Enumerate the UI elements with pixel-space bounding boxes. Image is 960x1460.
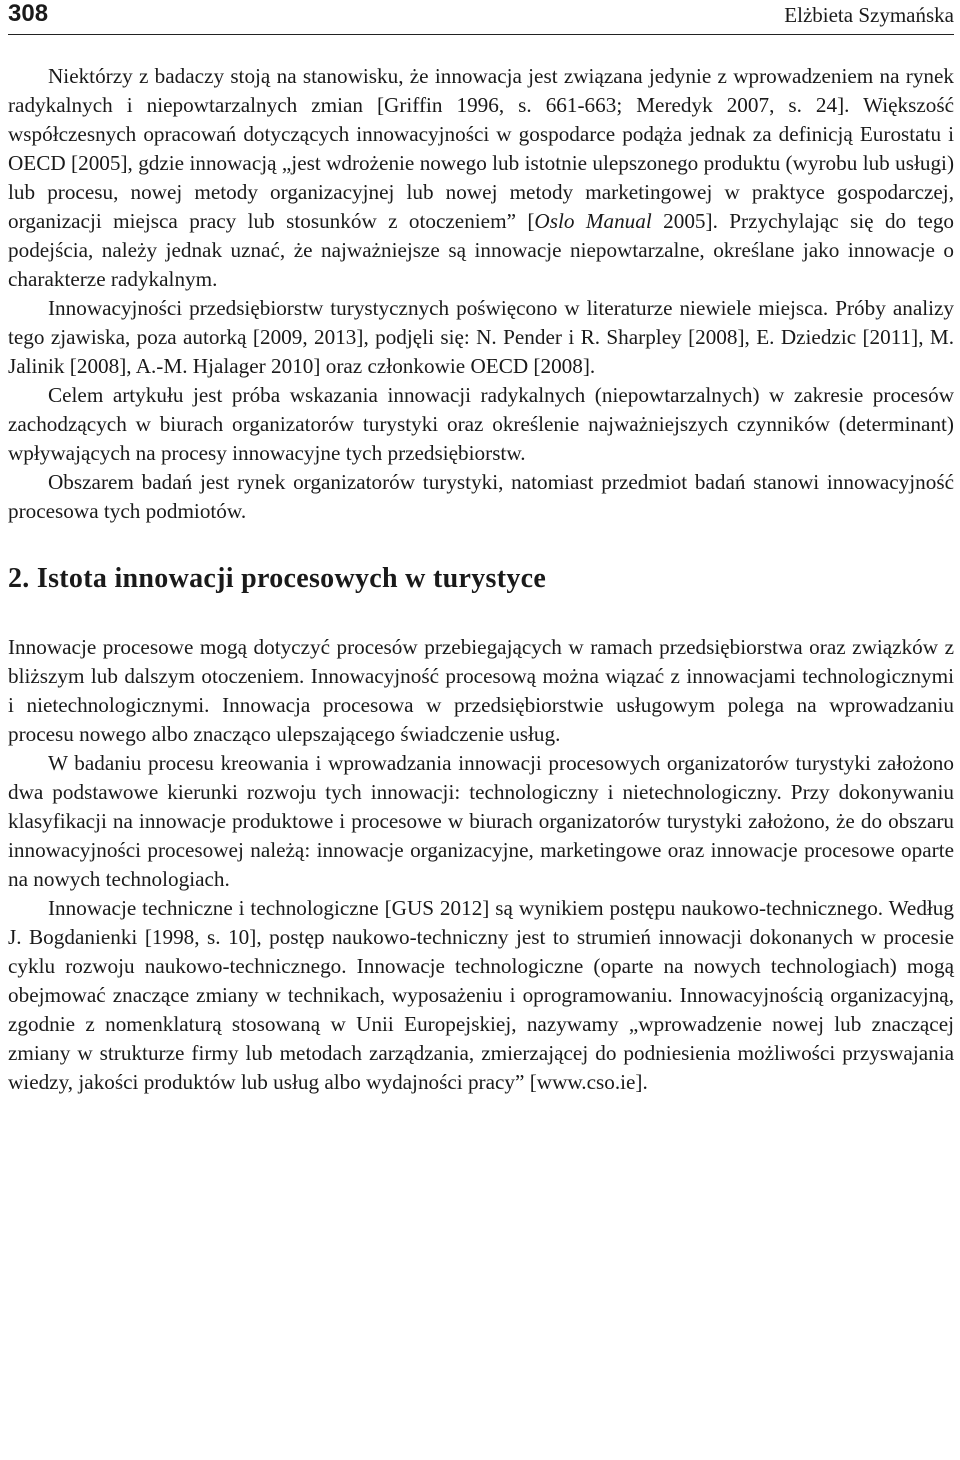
page-number: 308 bbox=[8, 0, 49, 27]
running-head-author: Elżbieta Szymańska bbox=[784, 3, 954, 27]
section-heading: 2. Istota innowacji procesowych w turystyce bbox=[8, 563, 547, 594]
italic-citation: Oslo Manual bbox=[534, 209, 652, 233]
paragraph: Innowacyjności przedsiębiorstw turystycznych poświęcono w literaturze niewiele miejsca. Próby analizy tego zjawiska, poza autorką [2009, 2013], podjęli się: N. Pender i R. Sharpley [2008], E. Dziedzic [2011], M. Jalinik [2008], A.-M. Hjalager 2010] oraz członkowie OECD [2008]. bbox=[8, 296, 954, 378]
paragraph-text: 2005]. Przychylając się do tego podejścia, należy jednak uznać, że najważniejsze są innowacje niepowtarzalne, określane jako innowacje o charakterze radykalnym. bbox=[8, 209, 955, 291]
paragraph: Innowacje techniczne i technologiczne [GUS 2012] są wynikiem postępu naukowo-technicznego. Według J. Bogdanienki [1998, s. 10], postęp naukowo-techniczny jest to strumień innowacji dokonanych w procesie cyklu rozwoju naukowo-technicznego. Innowacje technologiczne (oparte na nowych technologiach) mogą obejmować znaczące zmiany w technikach, wyposażeniu i oprogramowaniu. Innowacyjnością organizacyjną, zgodnie z nomenklaturą stosowaną w Unii Europejskiej, nazywamy „wprowadzenie nowej lub znaczącej zmiany w strukturze firmy lub metodach zarządzania, zmierzającej do podniesienia możliwości przyswajania wiedzy, jakości produktów lub usług albo wydajności pracy” [www.cso.ie]. bbox=[8, 896, 954, 1094]
paragraph-text: Niektórzy z badaczy stoją na stanowisku, że innowacja jest związana jedynie z wprowadzeniem na rynek radykalnych i niepowtarzalnych zmian [Griffin 1996, s. 661-663; Meredyk 2007, s. 24]. Większość współczesnych opracowań dotyczących innowacyjności w gospodarce podąża jednak za definicją Eurostatu i OECD [2005], gdzie innowacją „jest wdrożenie nowego lub istotnie ulepszonego produktu (wyrobu lub usługi) lub procesu, nowej metody organizacyjnej lub nowej metody marketingowej w praktyce gospodarczej, organizacji miejsca pracy lub stosunków z otoczeniem” [ bbox=[8, 64, 954, 233]
paragraph: Innowacje procesowe mogą dotyczyć procesów przebiegających w ramach przedsiębiorstwa oraz związków z bliższym lub dalszym otoczeniem. Innowacyjność procesową można wiązać z innowacjami technologicznymi i nietechnologicznymi. Innowacja procesowa w przedsiębiorstwie usługowym polega na wprowadzaniu procesu nowego albo znacząco ulepszającego świadczenie usług. bbox=[8, 635, 954, 746]
paragraph: W badaniu procesu kreowania i wprowadzania innowacji procesowych organizatorów turystyki założono dwa podstawowe kierunki rozwoju tych innowacji: technologiczny i nietechnologiczny. Przy dokonywaniu klasyfikacji na innowacje produktowe i procesowe w biurach organizatorów turystyki założono, że do obszaru innowacyjności procesowej należą: innowacje organizacyjne, marketingowe oraz innowacje procesowe oparte na nowych technologiach. bbox=[8, 751, 954, 891]
paragraph: Celem artykułu jest próba wskazania innowacji radykalnych (niepowtarzalnych) w zakresie procesów zachodzących w biurach organizatorów turystyki oraz określenie najważniejszych czynników (determinant) wpływających na procesy innowacyjne tych przedsiębiorstw. bbox=[8, 383, 954, 465]
paragraph bbox=[8, 62, 954, 294]
running-header bbox=[8, 0, 954, 35]
document-page bbox=[8, 0, 954, 1460]
body-text bbox=[8, 62, 954, 1097]
paragraph: Obszarem badań jest rynek organizatorów turystyki, natomiast przedmiot badań stanowi innowacyjność procesowa tych podmiotów. bbox=[8, 470, 954, 523]
